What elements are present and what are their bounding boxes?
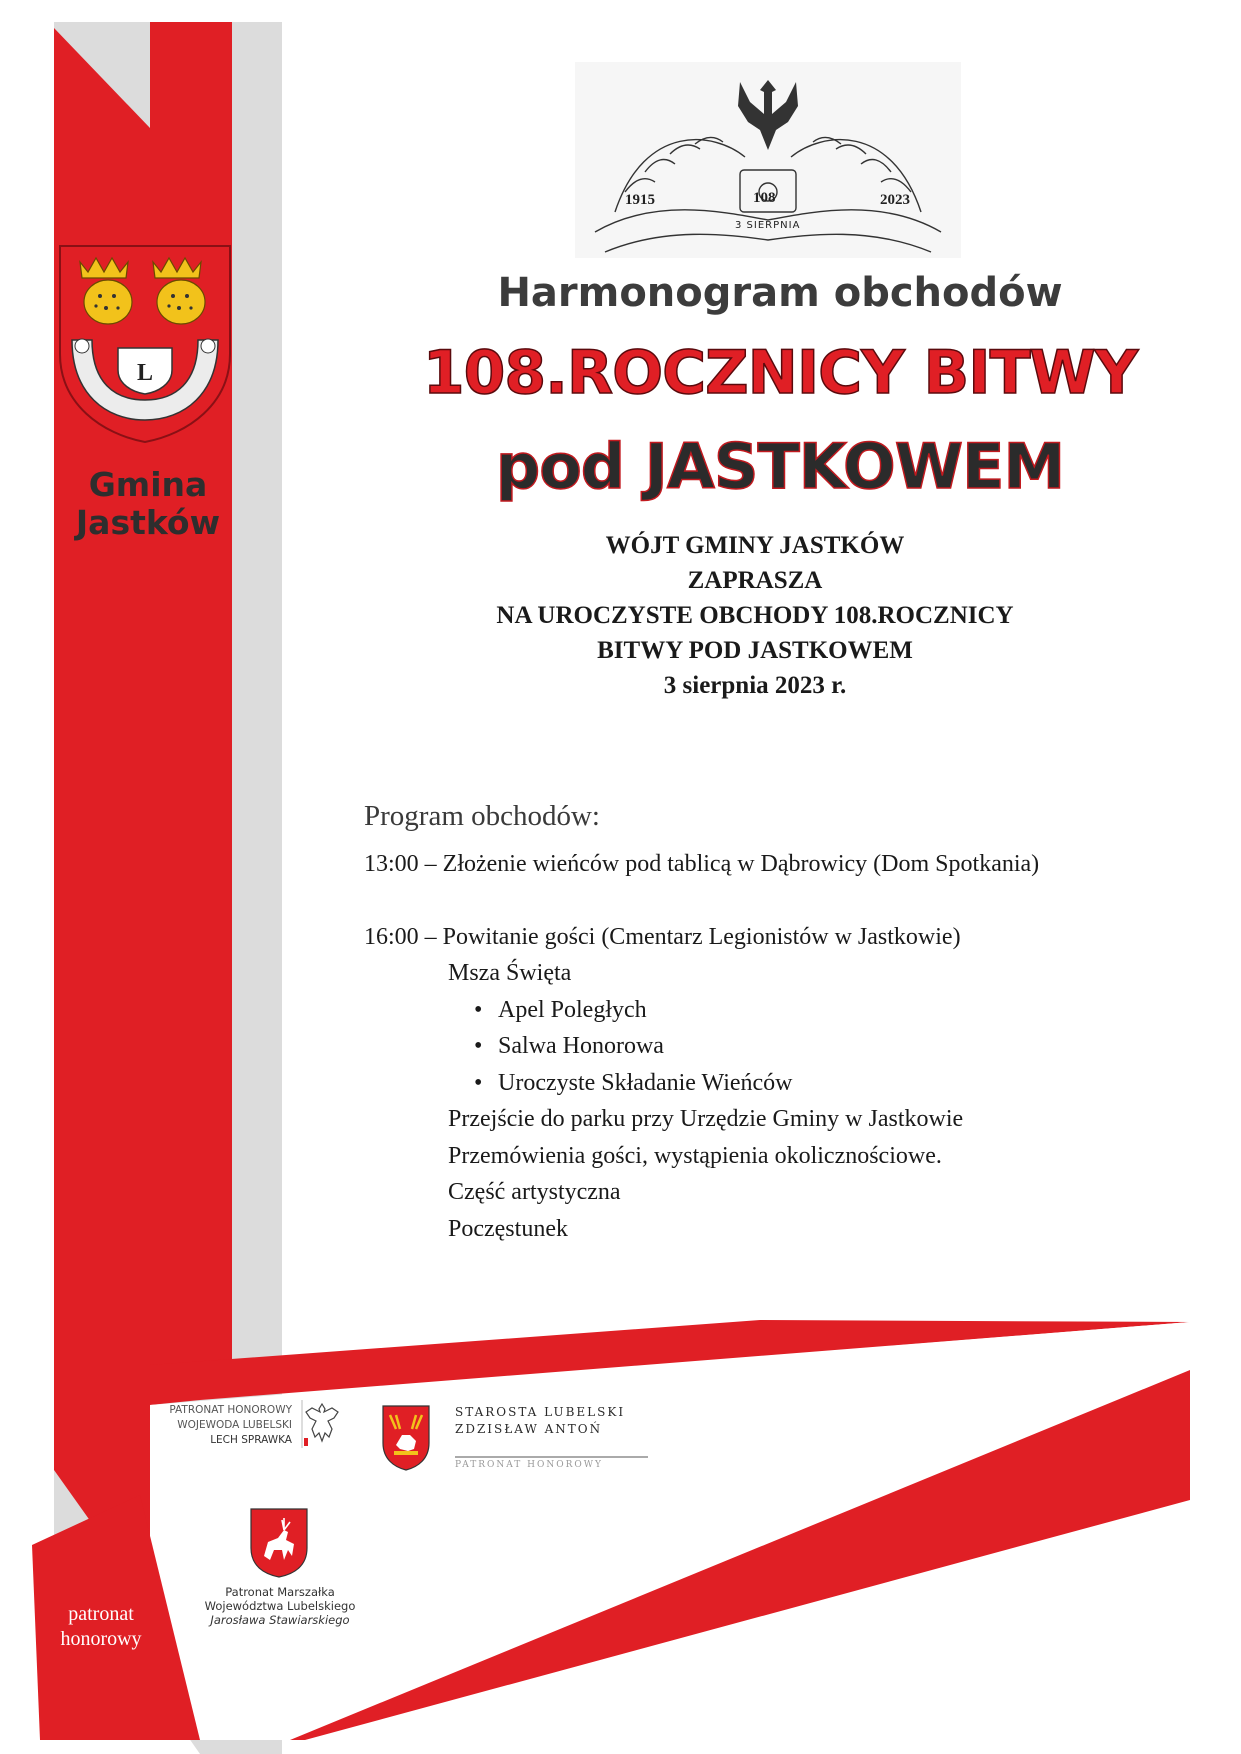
patron-line: Jarosława Stawiarskiego (210, 1613, 350, 1627)
patron-marszalek (180, 1585, 380, 1627)
program-subitem: Msza Święta (448, 960, 572, 986)
patron-line: Patronat Marszałka (225, 1585, 335, 1599)
corner-line: honorowy (60, 1628, 142, 1650)
patron-wojewoda (110, 1403, 292, 1448)
year-end: 2023 (880, 192, 910, 208)
title-anniversary: 108.ROCZNICY BITWY (422, 338, 1138, 408)
invitation-date: 3 sierpnia 2023 r. (663, 672, 847, 699)
vertical-red-band (150, 22, 232, 1385)
patron-line: WOJEWODA LUBELSKI (177, 1419, 292, 1431)
anniversary-emblem (575, 62, 961, 258)
corner-line: patronat (68, 1603, 134, 1625)
program-subitem: Poczęstunek (448, 1215, 568, 1242)
title-harmonogram: Harmonogram obchodów (497, 270, 1063, 316)
emblem-date: 3 SIERPNIA (735, 220, 801, 231)
invitation-block (330, 528, 1180, 703)
year-start: 1915 (625, 192, 655, 208)
anniversary-number: 108 (753, 190, 776, 206)
program-heading: Program obchodów: (364, 800, 600, 832)
patron-line: PATRONAT HONOROWY (169, 1404, 292, 1416)
patron-line: LECH SPRAWKA (210, 1434, 292, 1446)
coat-letter: L (137, 360, 154, 386)
deer-coat-of-arms-icon (382, 1405, 430, 1471)
divider (455, 1456, 648, 1458)
program-list (364, 846, 1039, 1247)
patron-starosta-sub: PATRONAT HONOROWY (455, 1460, 603, 1470)
patron-starosta (455, 1404, 625, 1438)
program-subitem: Część artystyczna (448, 1179, 621, 1205)
eagle-wreath-icon (575, 62, 961, 258)
invitation-line: WÓJT GMINY JASTKÓW (605, 532, 905, 559)
patron-line: ZDZISŁAW ANTOŃ (455, 1422, 603, 1436)
gmina-line1: Gmina (88, 465, 208, 504)
invitation-line: BITWY POD JASTKOWEM (597, 637, 913, 664)
gmina-coat-of-arms-icon (58, 244, 232, 444)
invitation-line: ZAPRASZA (687, 567, 823, 594)
lublin-deer-coat-of-arms-icon (250, 1508, 308, 1578)
patron-line: Województwa Lubelskiego (204, 1599, 356, 1613)
program-bullet: • Salwa Honorowa (364, 1028, 1039, 1065)
program-subitem: Przejście do parku przy Urzędzie Gminy w Jastkowie (448, 1106, 964, 1132)
gmina-name (60, 466, 236, 542)
patronat-honorowy-label (40, 1602, 162, 1652)
title-place: pod JASTKOWEM (495, 430, 1065, 503)
program-subitem: Przemówienia gości, wystąpienia okolicznościowe. (448, 1142, 942, 1169)
program-item: 13:00 – Złożenie wieńców pod tablicą w Dąbrowicy (Dom Spotkania) (364, 851, 1040, 877)
polish-eagle-icon (300, 1400, 342, 1448)
program-bullet: • Uroczyste Składanie Wieńców (364, 1065, 1039, 1102)
patron-line: STAROSTA LUBELSKI (455, 1405, 626, 1419)
program-bullet: • Apel Poległych (364, 992, 1039, 1029)
gmina-line2: Jastków (75, 503, 221, 542)
program-item: 16:00 – Powitanie gości (Cmentarz Legionistów w Jastkowie) (364, 923, 961, 950)
invitation-line: NA UROCZYSTE OBCHODY 108.ROCZNICY (496, 602, 1014, 629)
